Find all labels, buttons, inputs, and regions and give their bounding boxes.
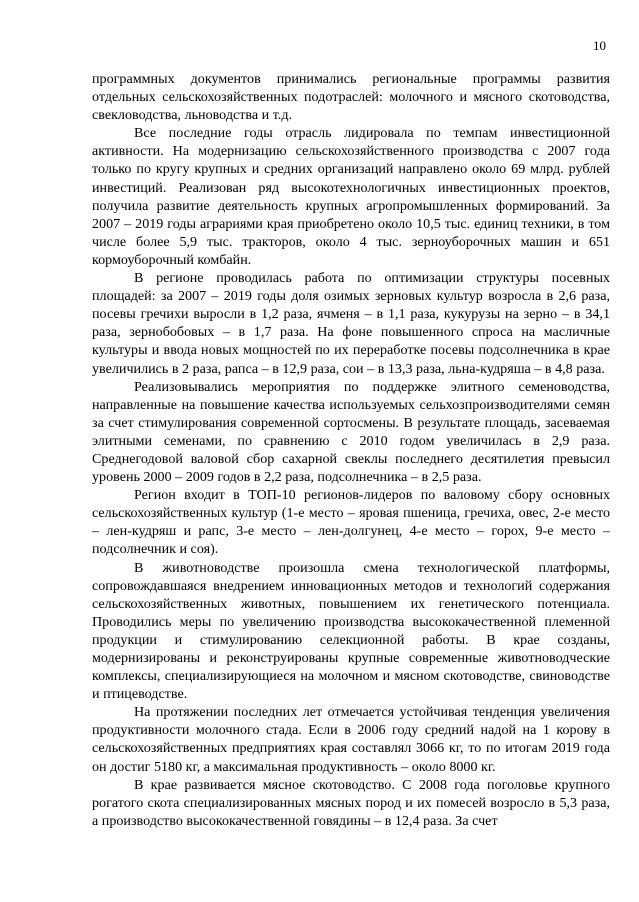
paragraph-top10-regions: Регион входит в ТОП-10 регионов-лидеров по валовому сбору основных сельскохозяйственных культур (1-е место – яровая пшеница, гречиха, овес, 2-е место – лен-кудряш и рапс, 3-е место – лен-долгунец, 4-е место – горох, 9-е место – подсолнечник и соя).: [92, 487, 610, 558]
paragraph-elite-seed-production: Реализовывались мероприятия по поддержке элитного семеноводства, направленные на повышение качества используемых сельхозпроизводителями семян за счет стимулирования современной сортосмены. В результате площадь, засеваемая элитными семенами, по сравнению с 2010 годом увеличилась в 2,9 раза. Среднегодовой валовой сбор сахарной свеклы последнего десятилетия превысил уровень 2000 – 2009 годов в 2,2 раза, подсолнечника – в 2,5 раза.: [92, 378, 610, 486]
paragraph-livestock-technology: В животноводстве произошла смена технологической платформы, сопровождавшаяся внедрением инновационных методов и технологий содержания сельскохозяйственных животных, повышением их генетического потенциала. Проводились меры по увеличению производства высококачественной племенной продукции и стимулированию селекционной работы. В крае созданы, модернизированы и реконструированы крупные современные животноводческие комплексы, специализирующиеся на молочном и мясном скотоводстве, свиноводстве и птицеводстве.: [92, 559, 610, 703]
page-number: 10: [593, 38, 606, 53]
paragraph-regional-programs: программных документов принимались региональные программы развития отдельных сельскохозяйственных подотраслей: молочного и мясного скотоводства, свекловодства, льноводства и т.д.: [92, 71, 610, 124]
paragraph-investment-activity: Все последние годы отрасль лидировала по темпам инвестиционной активности. На модернизацию сельскохозяйственного производства с 2007 года только по кругу крупных и средних организаций направлено около 69 млрд. рублей инвестиций. Реализован ряд высокотехнологичных инвестиционных проектов, получила развитие деятельность крупных агропромышленных формирований. За 2007 – 2019 годы аграриями края приобретено около 10,5 тыс. единиц техники, в том числе более 5,9 тыс. тракторов, около 4 тыс. зерноуборочных машин и 651 кормоуборочный комбайн.: [92, 125, 610, 268]
paragraph-beef-cattle: В крае развивается мясное скотоводство. С 2008 года поголовье крупного рогатого скота специализированных мясных пород и их помесей возросло в 5,3 раза, а производство высококачественной говядины – в 12,4 раза. За счет: [92, 776, 610, 829]
paragraph-dairy-productivity: На протяжении последних лет отмечается устойчивая тенденция увеличения продуктивности молочного стада. Если в 2006 году средний надой на 1 корову в сельскохозяйственных предприятиях края составлял 3066 кг, то по итогам 2019 года он достиг 5180 кг, а максимальная продуктивность – около 8000 кг.: [92, 704, 610, 775]
paragraph-sowing-structure: В регионе проводилась работа по оптимизации структуры посевных площадей: за 2007 – 2019 годы доля озимых зерновых культур возросла в 2,6 раза, посевы гречихи выросли в 1,2 раза, ячменя – в 1,1 раза, кукурузы на зерно – в 34,1 раза, зернобобовых – в 1,7 раза. На фоне повышенного спроса на масличные культуры и ввода новых мощностей по их переработке посевы подсолнечника в крае увеличились в 2 раза, рапса – в 12,9 раза, сои – в 13,3 раза, льна-кудряша – в 4,8 раза.: [92, 270, 610, 377]
document-body: [92, 70, 610, 830]
